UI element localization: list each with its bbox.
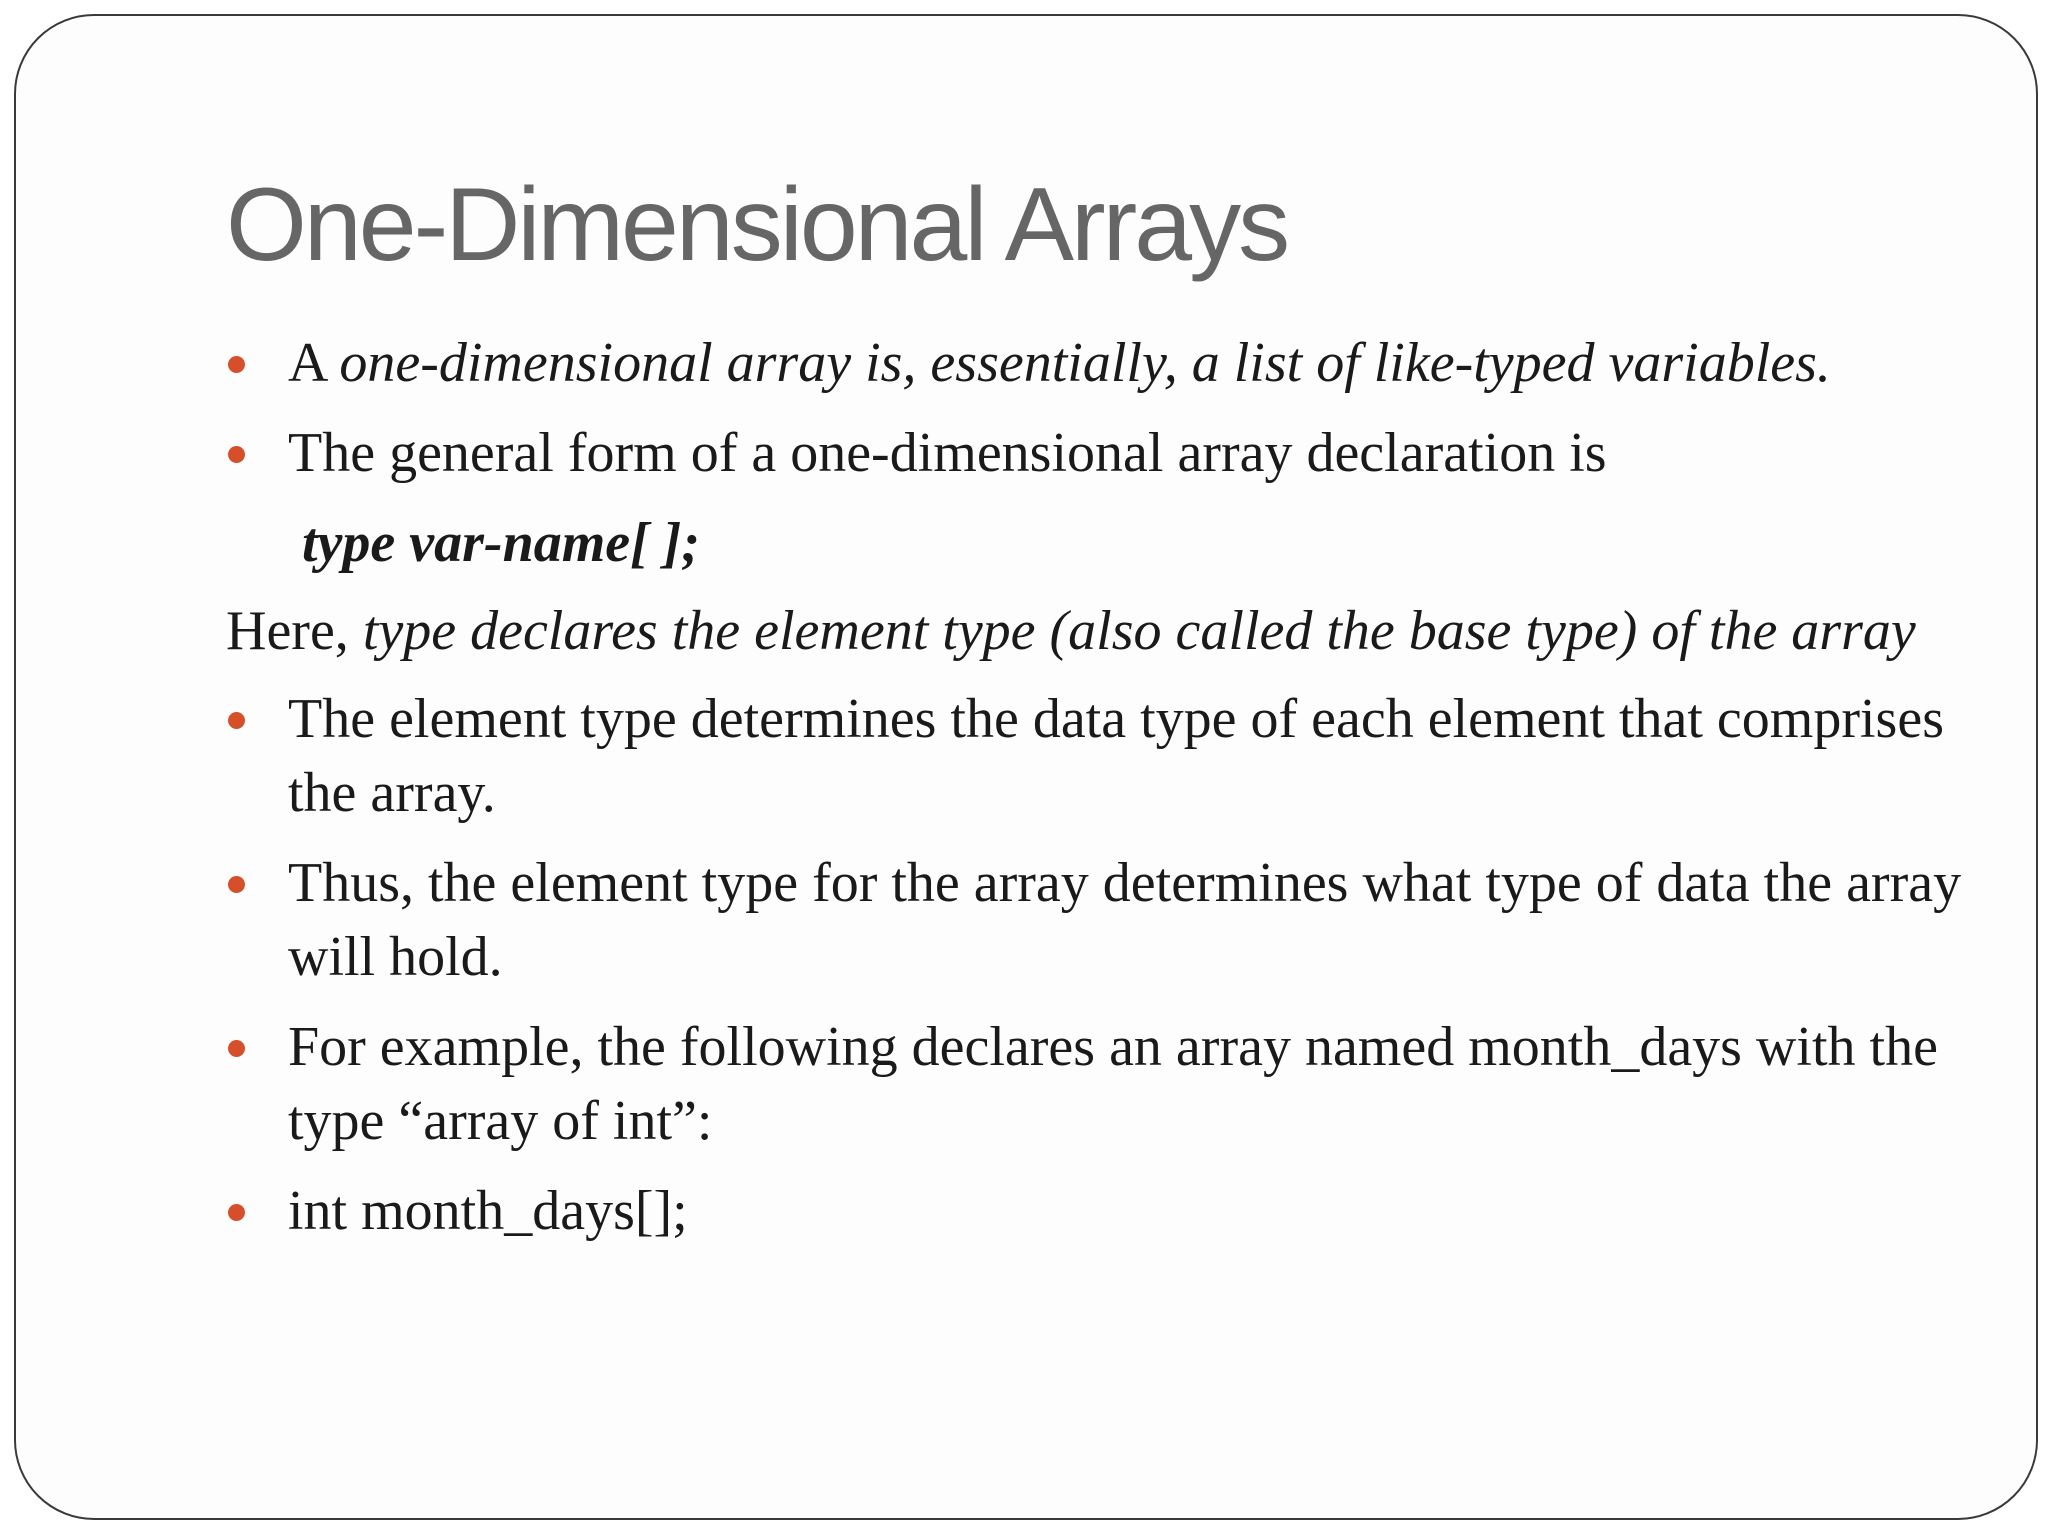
bullet-definition-lead: A <box>288 332 340 394</box>
bullet-example-text: For example, the following declares an array named month_days with the type “array of int”: <box>288 1016 1938 1152</box>
bullet-general-form-text: The general form of a one-dimensional array declaration is <box>288 422 1607 484</box>
bullet-dot-icon <box>228 876 245 893</box>
syntax-declaration: type var-name[ ]; <box>302 512 701 574</box>
here-explanation-italic: type declares the element type (also called the base type) of the array <box>362 600 1916 662</box>
bullet-example <box>226 1010 1966 1158</box>
bullet-dot-icon <box>228 712 245 729</box>
bullet-data-held-text: Thus, the element type for the array determines what type of data the array will hold. <box>288 852 1962 988</box>
here-explanation <box>226 594 1966 668</box>
slide-body <box>226 326 1966 1264</box>
bullet-definition-italic: one-dimensional array is, essentially, a list of like-typed variables. <box>339 332 1831 394</box>
bullet-dot-icon <box>228 356 245 373</box>
bullet-element-type <box>226 682 1966 830</box>
bullet-element-type-text: The element type determines the data type of each element that comprises the array. <box>288 688 1944 824</box>
here-explanation-lead: Here, <box>226 600 363 662</box>
slide-title: One-Dimensional Arrays <box>226 167 1288 283</box>
bullet-general-form <box>226 416 1966 490</box>
bullet-code-example-text: int month_days[]; <box>288 1180 688 1242</box>
bullet-dot-icon <box>228 1204 245 1221</box>
bullet-dot-icon <box>228 1040 245 1057</box>
bullet-dot-icon <box>228 446 245 463</box>
bullet-code-example <box>226 1174 1966 1248</box>
bullet-data-held <box>226 846 1966 994</box>
bullet-definition <box>226 326 1966 400</box>
